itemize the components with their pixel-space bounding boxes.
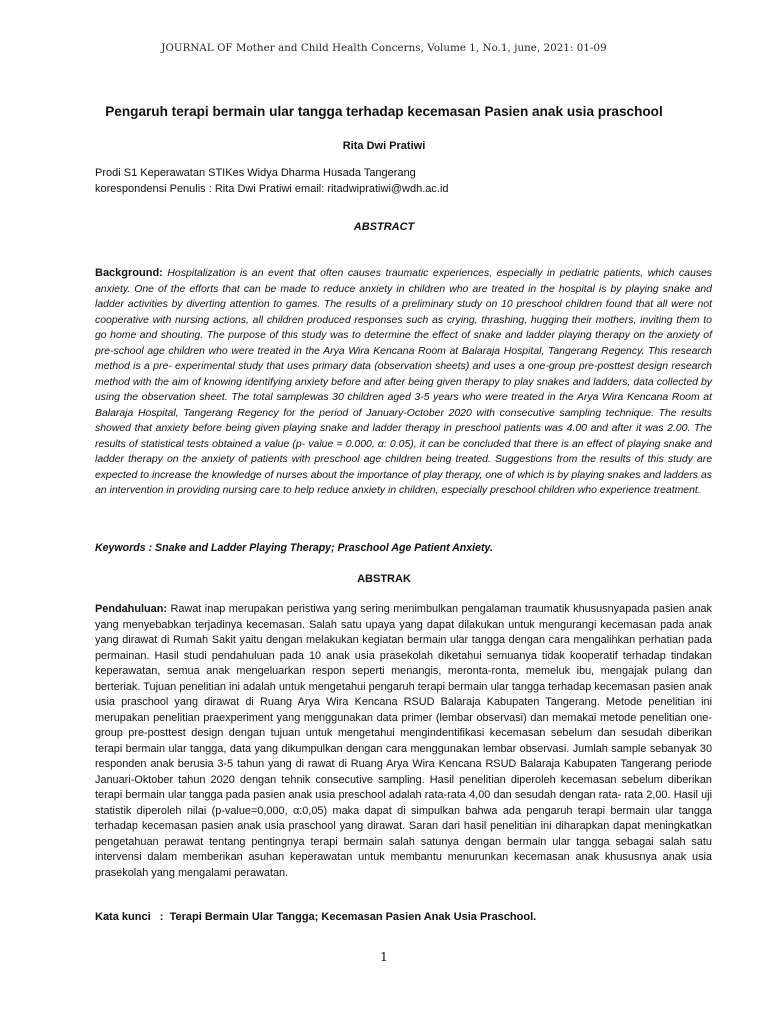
correspondence-line: korespondensi Penulis : Rita Dwi Pratiwi email: ritadwipratiwi@wdh.ac.id [95, 182, 449, 195]
journal-running-header: JOURNAL OF Mother and Child Health Concerns, Volume 1, No.1, june, 2021: 01-09 [161, 43, 607, 54]
keywords-english: Keywords : Snake and Ladder Playing Therapy; Praschool Age Patient Anxiety. [95, 542, 493, 554]
abstrak-heading: ABSTRAK [357, 573, 411, 585]
article-title: Pengaruh terapi bermain ular tangga terhadap kecemasan Pasien anak usia praschool [105, 104, 663, 119]
keywords-indonesian [95, 911, 712, 923]
affiliation-line: Prodi S1 Keperawatan STIKes Widya Dharma Husada Tangerang [95, 167, 416, 179]
author-name: Rita Dwi Pratiwi [342, 140, 426, 152]
abstrak-text: Rawat inap merupakan peristiwa yang sering menimbulkan pengalaman traumatik khususnyapada pasien anak yang menyebabkan terjadinya kecemasan. Salah satu upaya yang dapat dilakukan untuk mengurangi kecemasan pada anak yang dirawat di Rumah Sakit yaitu dengan melakukan kegiatan bermain ular tangga dengan cara mengalihkan perhatian pada permainan. Hasil studi pendahuluan pada 10 anak usia prasekolah diketahui semuanya tidak kooperatif terhadap tindakan keperawatan, semua anak mengeluarkan respon seperti menangis, meronta-ronta, memeluk ibu, mengajak pulang dan berteriak. Tujuan penelitian ini adalah untuk mengetahui pengaruh terapi bermain ular tangga terhadap kecemasan pasien anak usia praschool yang dirawat di Ruang Arya Wira Kencana RSUD Balaraja Kabupaten Tangerang. Metode penelitian ini merupakan penelitian praexperiment yang menggunakan data primer (lembar observasi) dan memakai metode penelitian one- group pre-posttest design dengan tujuan untuk mengetahui mengindentifikasi kecemasan sebelum dan sesudah diberikan terapi bermain ular tangga, data yang dikumpulkan dengan cara menggunakan lembar observasi. Jumlah sample sebanyak 30 responden anak berusia 3-5 tahun yang di rawat di Ruang Arya Wira Kencana RSUD Balaraja Kabupaten Tangerang periode Januari-Oktober tahun 2020 dengan tehnik consecutive sampling. Hasil penelitian diperoleh kecemasan sebelum diberikan terapi bermain ular tangga pada pasien anak usia preschool adalah rata-rata 4,00 dan sesudah dengan rata- rata 2,00. Hasil uji statistik diperoleh nilai (p-value=0,000, α:0,05) maka dapat di simpulkan bahwa ada pengaruh terapi bermain ular tangga terhadap kecemasan pasien anak usia praschool yang dirawat. Saran dari hasil penelitian ini diharapkan dapat meningkatkan pengetahuan perawat tentang pentingnya terapi bermain salah satunya dengan bermain ular tangga sebagai salah satu intervensi dalam memberikan asuhan keperawatan untuk membantu menurunkan kecemasan anak khususnya anak usia prasekolah yang mengalami perawatan. [95, 603, 713, 879]
abstract-lead-label: Background: [95, 267, 163, 279]
abstract-heading: ABSTRACT [353, 221, 415, 233]
abstrak-paragraph [95, 602, 712, 881]
abstract-paragraph [95, 266, 712, 499]
affiliation-block [95, 166, 695, 197]
keywords-indonesian-label: Kata kunci : [95, 911, 164, 923]
keywords-indonesian-text: Terapi Bermain Ular Tangga; Kecemasan Pasien Anak Usia Praschool. [169, 911, 537, 923]
page-number: 1 [380, 950, 388, 964]
abstrak-lead-label: Pendahuluan: [95, 603, 168, 615]
abstract-text: Hospitalization is an event that often causes traumatic experiences, especially in pediatric patients, which causes anxiety. One of the efforts that can be made to reduce anxiety in children who are treated in the hospital is by playing snake and ladder activities by diverting attention to games. The results of a preliminary study on 10 preschool children found that all were not cooperative with nursing actions, all children produced responses such as crying, thrashing, hugging their mothers, inviting them to go home and shouting. The purpose of this study was to determine the effect of snake and ladder playing therapy on the anxiety of pre-school age children who were treated in the Arya Wira Kencana Room at Balaraja Hospital, Tangerang Regency. This research method is a pre- experimental study that uses primary data (observation sheets) and uses a one-group pre-posttest design research method with the aim of knowing identifying anxiety before and after being given therapy to play snakes and ladders, data collected by using the observation sheet. The total samplewas 30 children aged 3-5 years who were treated in the Arya Wira Kencana Room at Balaraja Hospital, Tangerang Regency for the period of January-October 2020 with consecutive sampling technique. The results showed that anxiety before being given playing snake and ladder therapy in preschool patients was 4.00 and after it was 2.00. The results of statistical tests obtained a value (p- value = 0.000, α: 0.05), it can be concluded that there is an effect of playing snake and ladder therapy on the anxiety of patients with preschool age children being treated. Suggestions from the results of this study are expected to increase the knowledge of nurses about the importance of play therapy, one of which is by playing snakes and ladders as an intervention in providing nursing care to help reduce anxiety in children, especially preschool children who experience treatment. [95, 268, 712, 496]
